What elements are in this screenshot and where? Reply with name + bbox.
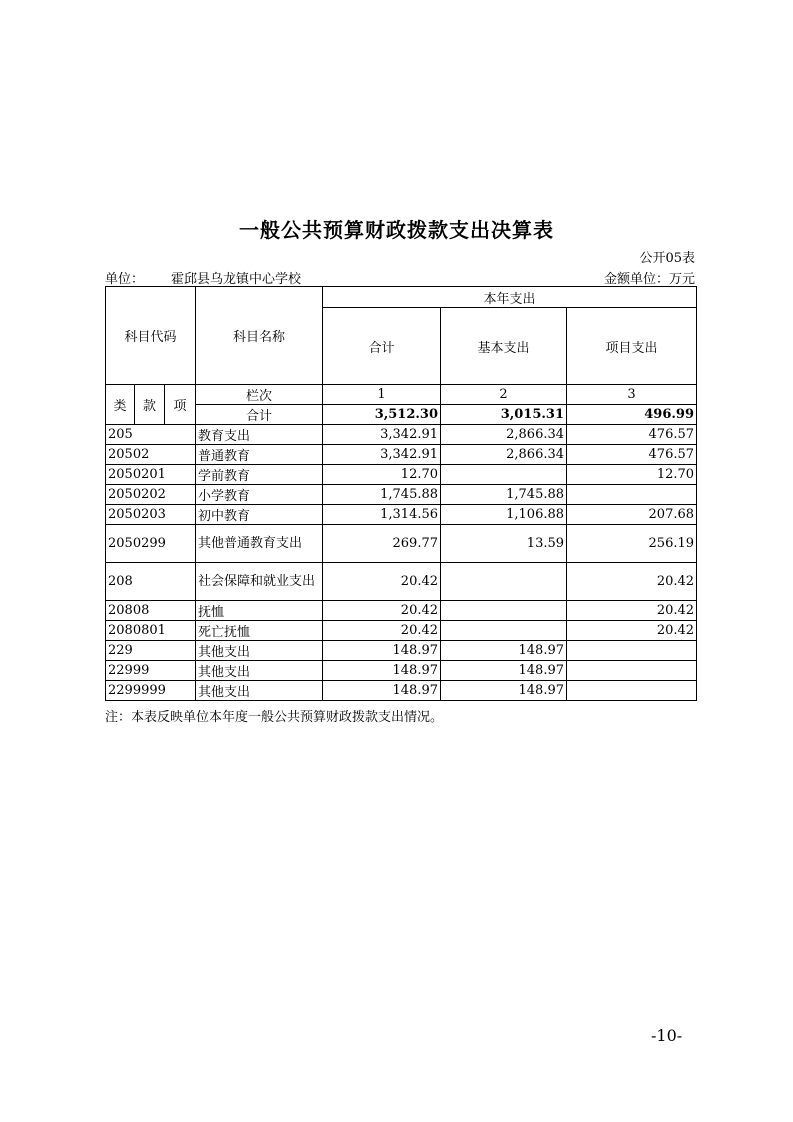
table-row <box>106 681 697 701</box>
row-name: 普通教育 <box>196 445 323 465</box>
row-name: 其他支出 <box>196 661 323 681</box>
row-name: 其他支出 <box>196 641 323 661</box>
table-row <box>106 485 697 505</box>
row-project <box>567 681 697 701</box>
row-project <box>567 485 697 505</box>
table-row <box>106 661 697 681</box>
row-name: 其他支出 <box>196 681 323 701</box>
total-row-name: 合计 <box>196 405 323 425</box>
header-project: 项目支出 <box>567 308 697 385</box>
row-project: 20.42 <box>567 601 697 621</box>
row-project <box>567 661 697 681</box>
row-code: 2299999 <box>106 681 196 701</box>
table-note: 注：本表反映单位本年度一般公共预算财政拨款支出情况。 <box>105 710 444 725</box>
row-total: 20.42 <box>323 601 441 621</box>
row-basic: 148.97 <box>441 681 567 701</box>
header-name: 科目名称 <box>196 287 323 385</box>
row-name: 学前教育 <box>196 465 323 485</box>
row-code: 2050201 <box>106 465 196 485</box>
row-name: 其他普通教育支出 <box>196 525 323 563</box>
header-lei: 类 <box>106 385 135 425</box>
row-name: 小学教育 <box>196 485 323 505</box>
row-code: 2050299 <box>106 525 196 563</box>
row-code: 229 <box>106 641 196 661</box>
table-row <box>106 505 697 525</box>
row-basic <box>441 465 567 485</box>
header-code: 科目代码 <box>106 287 196 385</box>
unit-info-row <box>105 268 695 286</box>
row-basic: 2,866.34 <box>441 445 567 465</box>
row-basic: 148.97 <box>441 661 567 681</box>
total-row-basic: 3,015.31 <box>441 405 567 425</box>
header-col-2: 2 <box>441 385 567 405</box>
table-row <box>106 641 697 661</box>
row-basic: 1,106.88 <box>441 505 567 525</box>
row-total: 148.97 <box>323 681 441 701</box>
row-name: 社会保障和就业支出 <box>196 563 323 601</box>
page-number: -10- <box>651 1026 683 1045</box>
row-total: 1,745.88 <box>323 485 441 505</box>
row-name: 抚恤 <box>196 601 323 621</box>
row-project: 12.70 <box>567 465 697 485</box>
header-current-year: 本年支出 <box>323 287 697 308</box>
header-basic: 基本支出 <box>441 308 567 385</box>
table-row <box>106 425 697 445</box>
row-code: 205 <box>106 425 196 445</box>
row-code: 22999 <box>106 661 196 681</box>
amount-unit: 金额单位：万元 <box>603 272 695 287</box>
row-project: 20.42 <box>567 563 697 601</box>
row-basic: 148.97 <box>441 641 567 661</box>
row-basic: 2,866.34 <box>441 425 567 445</box>
row-total: 3,342.91 <box>323 425 441 445</box>
row-basic <box>441 601 567 621</box>
table-row <box>106 525 697 563</box>
header-xiang: 项 <box>165 385 196 425</box>
header-col-3: 3 <box>567 385 697 405</box>
row-basic <box>441 563 567 601</box>
row-basic: 13.59 <box>441 525 567 563</box>
row-total: 269.77 <box>323 525 441 563</box>
row-total: 1,314.56 <box>323 505 441 525</box>
table-row <box>106 601 697 621</box>
table-row <box>106 445 697 465</box>
unit-label: 单位： <box>105 272 145 287</box>
row-code: 2080801 <box>106 621 196 641</box>
header-col-label: 栏次 <box>196 385 323 405</box>
row-basic <box>441 621 567 641</box>
table-row <box>106 563 697 601</box>
unit-name: 霍邱县乌龙镇中心学校 <box>171 272 302 287</box>
row-project: 476.57 <box>567 425 697 445</box>
total-row-project: 496.99 <box>567 405 697 425</box>
row-basic: 1,745.88 <box>441 485 567 505</box>
row-project <box>567 641 697 661</box>
table-row <box>106 621 697 641</box>
header-kuan: 款 <box>135 385 165 425</box>
row-total: 148.97 <box>323 661 441 681</box>
row-total: 20.42 <box>323 621 441 641</box>
form-number: 公开05表 <box>639 251 695 266</box>
header-col-1: 1 <box>323 385 441 405</box>
header-total: 合计 <box>323 308 441 385</box>
row-name: 死亡抚恤 <box>196 621 323 641</box>
budget-table <box>105 286 697 701</box>
row-total: 3,342.91 <box>323 445 441 465</box>
total-row-total: 3,512.30 <box>323 405 441 425</box>
row-name: 教育支出 <box>196 425 323 445</box>
table-row <box>106 465 697 485</box>
page-title: 一般公共预算财政拨款支出决算表 <box>239 218 554 242</box>
row-name: 初中教育 <box>196 505 323 525</box>
row-total: 20.42 <box>323 563 441 601</box>
row-project: 207.68 <box>567 505 697 525</box>
row-project: 20.42 <box>567 621 697 641</box>
row-code: 208 <box>106 563 196 601</box>
row-code: 2050203 <box>106 505 196 525</box>
row-total: 12.70 <box>323 465 441 485</box>
header-row-1 <box>106 287 697 308</box>
row-project: 476.57 <box>567 445 697 465</box>
column-number-row <box>106 385 697 405</box>
row-code: 20808 <box>106 601 196 621</box>
row-code: 20502 <box>106 445 196 465</box>
row-code: 2050202 <box>106 485 196 505</box>
row-project: 256.19 <box>567 525 697 563</box>
row-total: 148.97 <box>323 641 441 661</box>
